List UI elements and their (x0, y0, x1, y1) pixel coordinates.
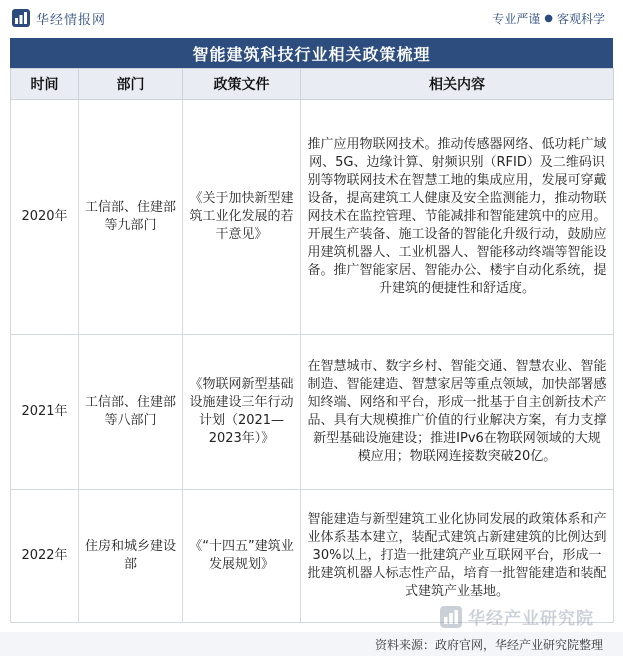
cell-content: 智能建造与新型建筑工业化协同发展的政策体系和产业体系基本建立，装配式建筑占新建建筑的比例达到 30%以上，打造一批建筑产业互联网平台，形成一批建筑机器人标志性产品，培育一批智能建造和装配式建筑产业基地。 (301, 490, 614, 623)
watermark-logo-icon (440, 606, 462, 628)
column-header-time: 时间 (11, 69, 79, 100)
table-row (11, 335, 614, 490)
watermark (440, 604, 594, 629)
cell-content: 推广应用物联网技术。推动传感器网络、低功耗广域网、5G、边缘计算、射频识别（RFID）及二维码识别等物联网技术在智慧工地的集成应用，发展可穿戴设备，提高建筑工人健康及安全监测能力，推动物联网技术在监控管理、节能减排和智能建筑中的应用。开展生产装备、施工设备的智能化升级行动，鼓励应用建筑机器人、工业机器人、智能移动终端等智能设备。推广智能家居、智能办公、楼宇自动化系统，提升建筑的便捷性和舒适度。 (301, 100, 614, 335)
table-row (11, 100, 614, 335)
cell-time: 2020年 (11, 100, 79, 335)
bar-chart-logo-icon (12, 9, 30, 27)
logo (12, 8, 106, 28)
slogan-dot: ● (544, 13, 553, 24)
policy-table (10, 68, 614, 623)
logo-text: 华经情报网 (36, 12, 107, 28)
cell-dept: 住房和城乡建设部 (79, 490, 183, 623)
cell-doc: 《“十四五”建筑业发展规划》 (183, 490, 301, 623)
table-title: 智能建筑科技行业相关政策梳理 (10, 38, 613, 68)
cell-content: 在智慧城市、数字乡村、智能交通、智慧农业、智能制造、智能建造、智慧家居等重点领域，加快部署感知终端、网络和平台，形成一批基于自主创新技术产品、具有大规模推广价值的行业解决方案，有力支撑新型基础设施建设；推进IPv6在物联网领域的大规模应用；物联网连接数突破20亿。 (301, 335, 614, 490)
column-header-doc: 政策文件 (183, 69, 301, 100)
cell-doc: 《关于加快新型建筑工业化发展的若干意见》 (183, 100, 301, 335)
column-header-content: 相关内容 (301, 69, 614, 100)
source-note: 资料来源：政府官网，华经产业研究院整理 (374, 638, 603, 652)
cell-time: 2022年 (11, 490, 79, 623)
top-bar (0, 0, 623, 36)
cell-dept: 工信部、住建部等九部门 (79, 100, 183, 335)
table-header-row (11, 69, 614, 100)
cell-dept: 工信部、住建部等八部门 (79, 335, 183, 490)
cell-time: 2021年 (11, 335, 79, 490)
slogan (492, 10, 605, 27)
slogan-left: 专业严谨 (492, 12, 541, 26)
slogan-right: 客观科学 (556, 12, 605, 26)
watermark-text: 华经产业研究院 (468, 609, 594, 629)
cell-doc: 《物联网新型基础设施建设三年行动计划（2021—2023年）》 (183, 335, 301, 490)
table-row (11, 490, 614, 623)
footer (0, 632, 623, 656)
column-header-dept: 部门 (79, 69, 183, 100)
